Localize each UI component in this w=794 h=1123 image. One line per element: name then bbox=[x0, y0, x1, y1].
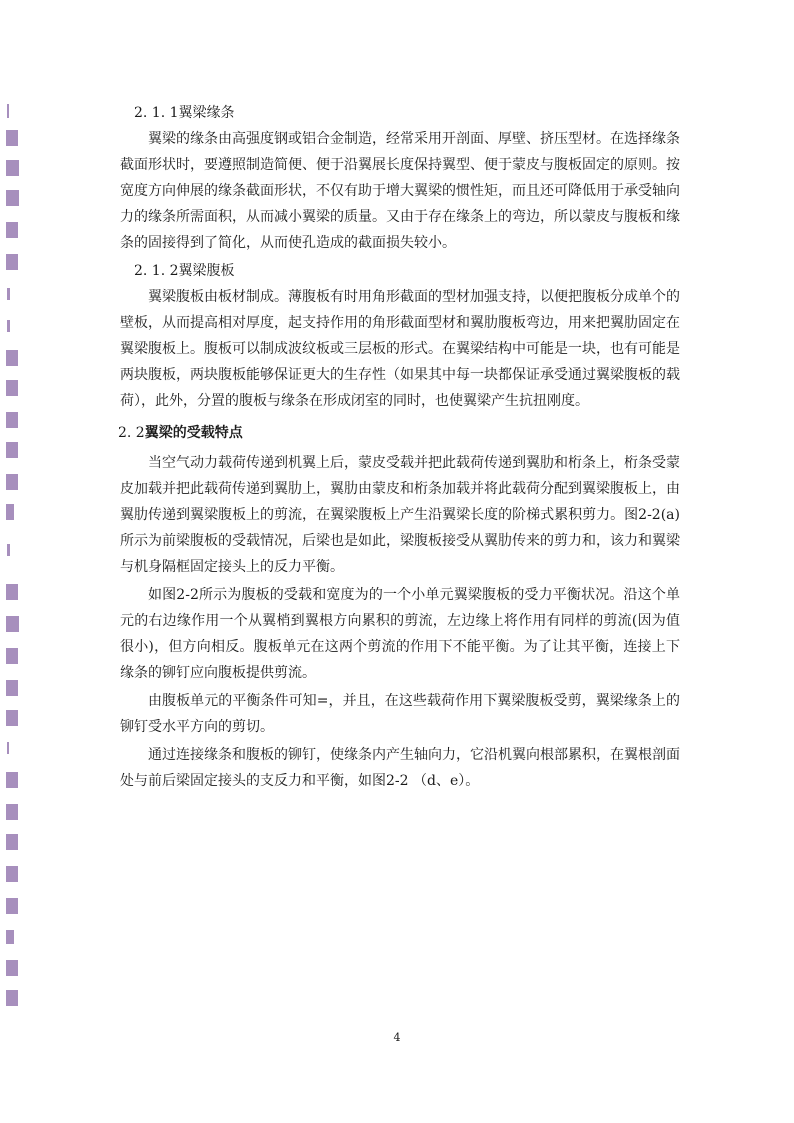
paragraph-axial-force: 通过连接缘条和腹板的铆钉，使缘条内产生轴向力，它沿机翼向根部累积，在翼根剖面处与前后梁固定接头的支反力和平衡，如图2-2 （d、e）。 bbox=[120, 747, 680, 789]
paragraph-equilibrium: 由腹板单元的平衡条件可知=，并且，在这些载荷作用下翼梁腹板受剪，翼梁缘条上的铆钉受水平方向的剪切。 bbox=[120, 693, 680, 735]
section-number: 2. 2 bbox=[118, 425, 145, 441]
subsection-heading-2-1-2: 2. 1. 2翼梁腹板 bbox=[134, 263, 235, 279]
paragraph-web: 翼梁腹板由板材制成。薄腹板有时用角形截面的型材加强支持，以便把腹板分成单个的壁板，从而提高相对厚度，起支持作用的角形截面型材和翼肋腹板弯边，用来把翼肋固定在翼梁腹板上。腹板可以制成波纹板或三层板的形式。在翼梁结构中可能是一块，也有可能是两块腹板，两块腹板能够保证更大的生存性（如果其中每一块都保证承受通过翼梁腹板的载荷），此外，分置的腹板与缘条在形成闭室的同时，也使翼梁产生抗扭刚度。 bbox=[120, 289, 680, 409]
paragraph-load-transfer: 当空气动力载荷传递到机翼上后，蒙皮受载并把此载荷传递到翼肋和桁条上，桁条受蒙皮加载并把此载荷传递到翼肋上，翼肋由蒙皮和桁条加载并将此载荷分配到翼梁腹板上，由翼肋传递到翼梁腹板上的剪流，在翼梁腹板上产生沿翼梁长度的阶梯式累积剪力。图2-2(a)所示为前梁腹板的受载情况，后梁也是如此，梁腹板接受从翼肋传来的剪力和，该力和翼梁与机身隔框固定接头上的反力平衡。 bbox=[120, 455, 680, 575]
section-heading-2-2 bbox=[118, 420, 680, 446]
paragraph-web-element: 如图2-2所示为腹板的受载和宽度为的一个小单元翼梁腹板的受力平衡状况。沿这个单元的右边缘作用一个从翼梢到翼根方向累积的剪流，左边缘上将作用有同样的剪流(因为值很小)，但方向相反。腹板单元在这两个剪流的作用下不能平衡。为了让其平衡，连接上下缘条的铆钉应向腹板提供剪流。 bbox=[120, 587, 680, 681]
subsection-heading-2-1-1: 2. 1. 1翼梁缘条 bbox=[134, 105, 235, 121]
margin-scan-marks bbox=[0, 0, 30, 1123]
document-body bbox=[120, 100, 680, 796]
paragraph-flange: 翼梁的缘条由高强度钢或铝合金制造，经常采用开剖面、厚壁、挤压型材。在选择缘条截面形状时，要遵照制造简便、便于沿翼展长度保持翼型、便于蒙皮与腹板固定的原则。按宽度方向伸展的缘条截面形状，不仅有助于增大翼梁的惯性矩，而且还可降低用于承受轴向力的缘条所需面积，从而减小翼梁的质量。又由于存在缘条上的弯边，所以蒙皮与腹板和缘条的固接得到了简化，从而使孔造成的截面损失较小。 bbox=[120, 131, 680, 251]
page-number: 4 bbox=[393, 1031, 401, 1044]
section-title: 翼梁的受载特点 bbox=[144, 425, 243, 441]
